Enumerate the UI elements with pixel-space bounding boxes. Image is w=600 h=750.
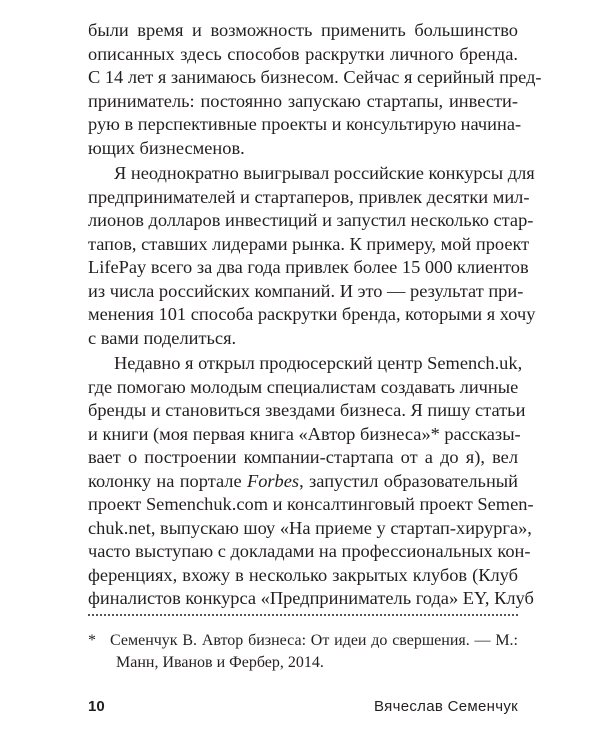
text-line: с вами поделиться. [88, 327, 237, 348]
text-line: Я неоднократно выигрывал российские конкурсы для [114, 163, 535, 183]
page-number: 10 [88, 698, 105, 715]
footnote-divider [88, 614, 518, 616]
text-line: приниматель: постоянно запускаю стартапы, инвести- [88, 90, 518, 111]
text-line: и книги (моя первая книга «Автор бизнеса»* рассказы- [88, 423, 521, 444]
text-line: вает о построении компании-стартапа от а до я), вел [88, 447, 518, 467]
text-line: тапов, ставших лидерами рынка. К примеру, мой проект [88, 233, 530, 254]
footnote-line [88, 630, 518, 652]
italic-term: Forbes [246, 470, 300, 491]
text-line: где помогаю молодым специалистам создавать личные [88, 376, 519, 397]
text-line: LifePay всего за два года привлек более 15 000 клиентов [88, 257, 529, 277]
footnote-text: Семенчук В. Автор бизнеса: От идеи до свершения. — М.: [110, 632, 518, 649]
text-line: chuk.net, выпускаю шоу «На приеме у стартап-хирурга», [88, 517, 532, 538]
text-line: рую в перспективные проекты и консультирую начина- [88, 114, 522, 134]
text-line: ференциях, вхожу в несколько закрытых клубов (Клуб [88, 564, 518, 585]
footnote [88, 630, 518, 674]
running-footer-author: Вячеслав Семенчук [374, 698, 518, 715]
footnote-line: Манн, Иванов и Фербер, 2014. [116, 654, 324, 671]
text-line: колонку на портале Forbes, запустил образовательный [88, 470, 518, 491]
body-text [88, 19, 542, 611]
text-line: часто выступаю с докладами на профессиональных кон- [88, 541, 531, 561]
text-line: Недавно я открыл продюсерский центр Semench.uk, [114, 353, 523, 373]
text-line: менения 101 способа раскрутки бренда, которыми я хочу [88, 304, 536, 324]
text-line: были время и возможность применить большинство [88, 20, 518, 40]
text-line: из числа российских компаний. И это — результат при- [88, 280, 524, 301]
text-line: ющих бизнесменов. [88, 137, 245, 158]
text-line: С 14 лет я занимаюсь бизнесом. Сейчас я серийный пред- [88, 67, 542, 87]
text-line: финалистов конкурса «Предприниматель года» EY, Клуб [88, 588, 534, 608]
footnote-mark: * [88, 632, 96, 649]
text-line: описанных здесь способов раскрутки личного бренда. [88, 43, 518, 64]
text-line: проект Semenchuk.com и консалтинговый проект Semen- [88, 494, 534, 514]
text-line: бренды и становиться звездами бизнеса. Я пишу статьи [88, 400, 526, 420]
text-line: лионов долларов инвестиций и запустил несколько стар- [88, 210, 534, 230]
text-line: предпринимателей и стартаперов, привлек десятки мил- [88, 186, 530, 207]
